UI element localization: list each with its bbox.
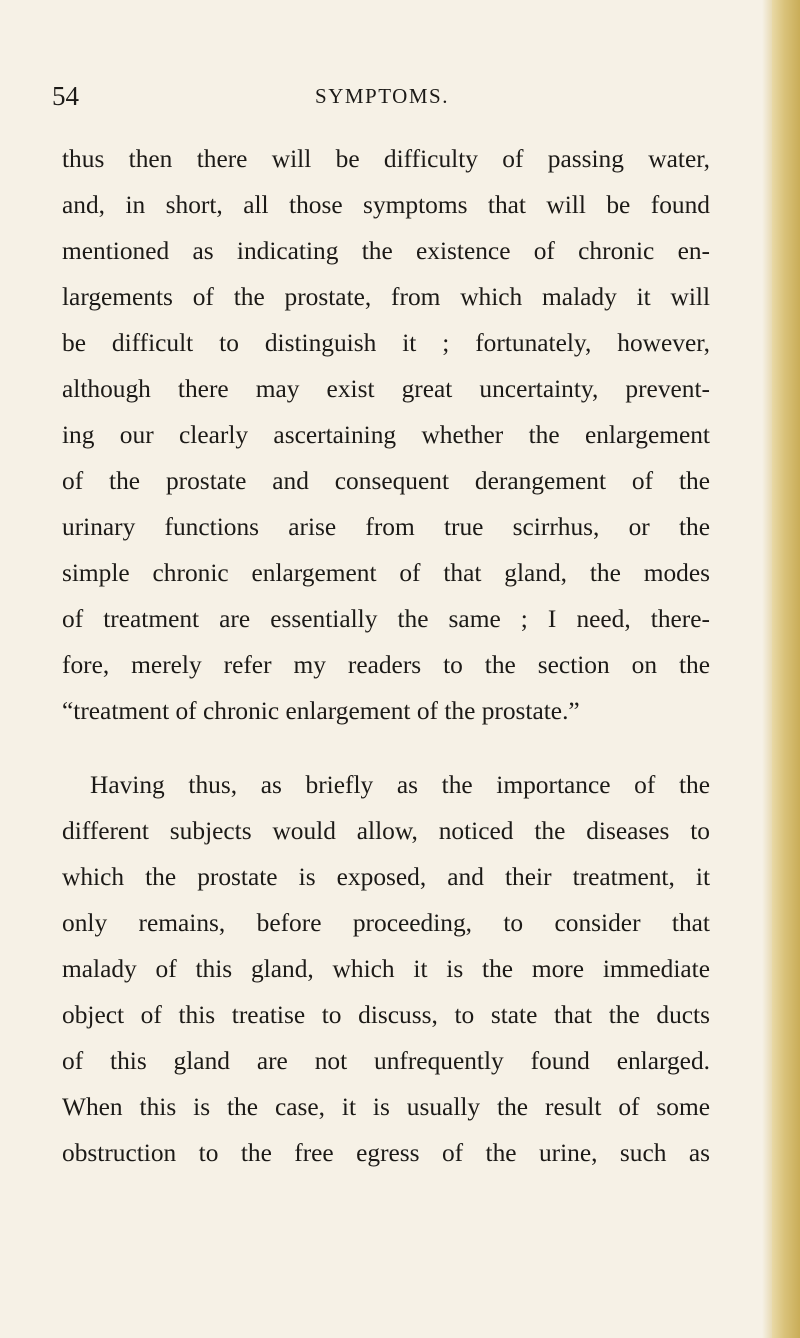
text-line: urinary functions arise from true scirrhus, or the <box>62 513 710 541</box>
text-line: of this gland are not unfrequently found enlarged. <box>62 1047 710 1075</box>
text-line: ing our clearly ascertaining whether the enlargement <box>62 421 710 449</box>
text-line: and, in short, all those symptoms that will be found <box>62 191 710 219</box>
running-head: SYMPTOMS. <box>315 84 449 108</box>
paragraph-1 <box>62 136 710 734</box>
text-line: When this is the case, it is usually the result of some <box>62 1093 710 1121</box>
text-line: which the prostate is exposed, and their treatment, it <box>62 863 710 891</box>
text-line: although there may exist great uncertainty, prevent- <box>62 375 710 403</box>
page-edge <box>772 0 800 1338</box>
text-line: object of this treatise to discuss, to state that the ducts <box>62 1001 710 1029</box>
text-line: malady of this gland, which it is the more immediate <box>62 955 710 983</box>
text-line: thus then there will be difficulty of passing water, <box>62 145 710 173</box>
text-line: be difficult to distinguish it ; fortunately, however, <box>62 329 710 357</box>
text-line: fore, merely refer my readers to the section on the <box>62 651 710 679</box>
page-header <box>52 76 712 116</box>
text-line: of the prostate and consequent derangement of the <box>62 467 710 495</box>
page-number: 54 <box>52 81 79 111</box>
paragraph-gap <box>62 734 710 762</box>
text-line: mentioned as indicating the existence of chronic en- <box>62 237 710 265</box>
body-text <box>62 136 710 1176</box>
text-line: simple chronic enlargement of that gland, the modes <box>62 559 710 587</box>
text-line: only remains, before proceeding, to consider that <box>62 909 710 937</box>
text-line: of treatment are essentially the same ; I need, there- <box>62 605 710 633</box>
paragraph-2 <box>62 762 710 1176</box>
text-line: different subjects would allow, noticed the diseases to <box>62 817 710 845</box>
text-line: “treatment of chronic enlargement of the prostate.” <box>62 697 580 725</box>
text-line: largements of the prostate, from which malady it will <box>62 283 710 311</box>
text-line: obstruction to the free egress of the urine, such as <box>62 1139 710 1167</box>
text-line: Having thus, as briefly as the importance of the <box>90 771 710 799</box>
